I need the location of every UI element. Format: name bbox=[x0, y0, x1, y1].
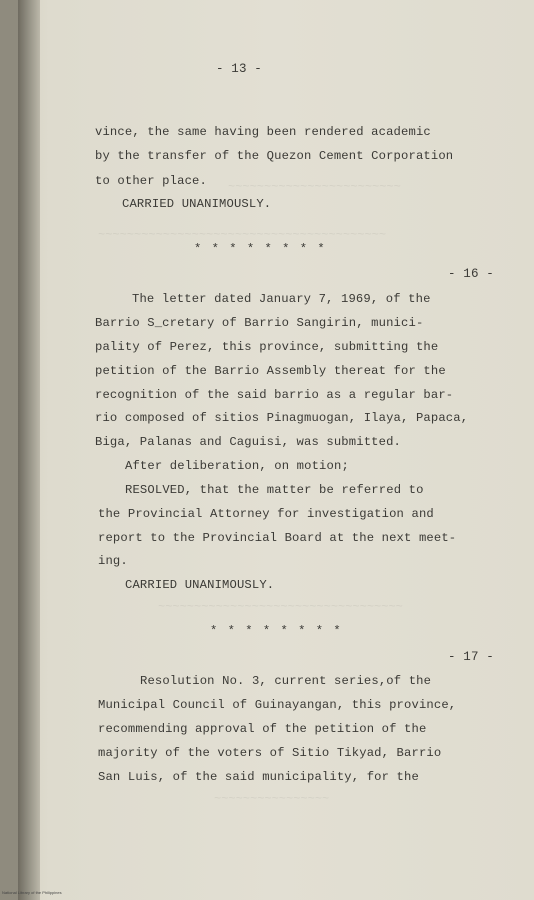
show-through-text: ~~~~~~~~~~~~~~~~~~~~~~~~~~~~~~~~~~ bbox=[158, 600, 403, 614]
resolved-line: RESOLVED, that the matter be referred to bbox=[125, 483, 424, 497]
text-line: San Luis, of the said municipality, for the bbox=[98, 770, 419, 784]
carried-unanimously: CARRIED UNANIMOUSLY. bbox=[122, 197, 272, 211]
text-line: rio composed of sitios Pinagmuogan, Ilaya, Papaca, bbox=[95, 411, 469, 425]
text-line: recommending approval of the petition of the bbox=[98, 722, 427, 736]
text-line: Resolution No. 3, current series,of the bbox=[140, 674, 432, 688]
text-line: pality of Perez, this province, submitting the bbox=[95, 340, 439, 354]
show-through-text: ~~~~~~~~~~~~~~~~~~~~~~~~~~~~~~~~~~~~~~~~ bbox=[98, 228, 387, 242]
item-number-17: - 17 - bbox=[448, 650, 494, 664]
text-line: majority of the voters of Sitio Tikyad, Barrio bbox=[98, 746, 442, 760]
resolved-line: report to the Provincial Board at the next meet- bbox=[98, 531, 457, 545]
document-page bbox=[18, 0, 534, 900]
item-number-16: - 16 - bbox=[448, 267, 494, 281]
page-number: - 13 - bbox=[216, 62, 262, 76]
text-line: Barrio S_cretary of Barrio Sangirin, munici- bbox=[95, 316, 424, 330]
archive-footer-tag: National Library of the Philippines bbox=[2, 890, 62, 895]
resolved-line: ing. bbox=[98, 554, 128, 568]
text-line: recognition of the said barrio as a regular bar- bbox=[95, 388, 454, 402]
text-line: petition of the Barrio Assembly thereat for the bbox=[95, 364, 446, 378]
show-through-text: ~~~~~~~~~~~~~~~~ bbox=[214, 792, 330, 806]
resolved-line: the Provincial Attorney for investigation and bbox=[98, 507, 434, 521]
text-line: vince, the same having been rendered academic bbox=[95, 125, 431, 139]
text-line: Biga, Palanas and Caguisi, was submitted. bbox=[95, 435, 402, 449]
show-through-text: ~~~~~~~~~~~~~~~~~~~~~~~~ bbox=[228, 180, 401, 194]
text-line: Municipal Council of Guinayangan, this province, bbox=[98, 698, 457, 712]
binding-shadow bbox=[18, 0, 40, 900]
carried-unanimously: CARRIED UNANIMOUSLY. bbox=[125, 578, 275, 592]
text-line: by the transfer of the Quezon Cement Corporation bbox=[95, 149, 454, 163]
text-line: to other place. bbox=[95, 174, 207, 188]
section-separator: * * * * * * * * bbox=[194, 242, 327, 256]
section-separator: * * * * * * * * bbox=[210, 624, 343, 638]
text-line: The letter dated January 7, 1969, of the bbox=[132, 292, 431, 306]
deliberation-line: After deliberation, on motion; bbox=[125, 459, 349, 473]
